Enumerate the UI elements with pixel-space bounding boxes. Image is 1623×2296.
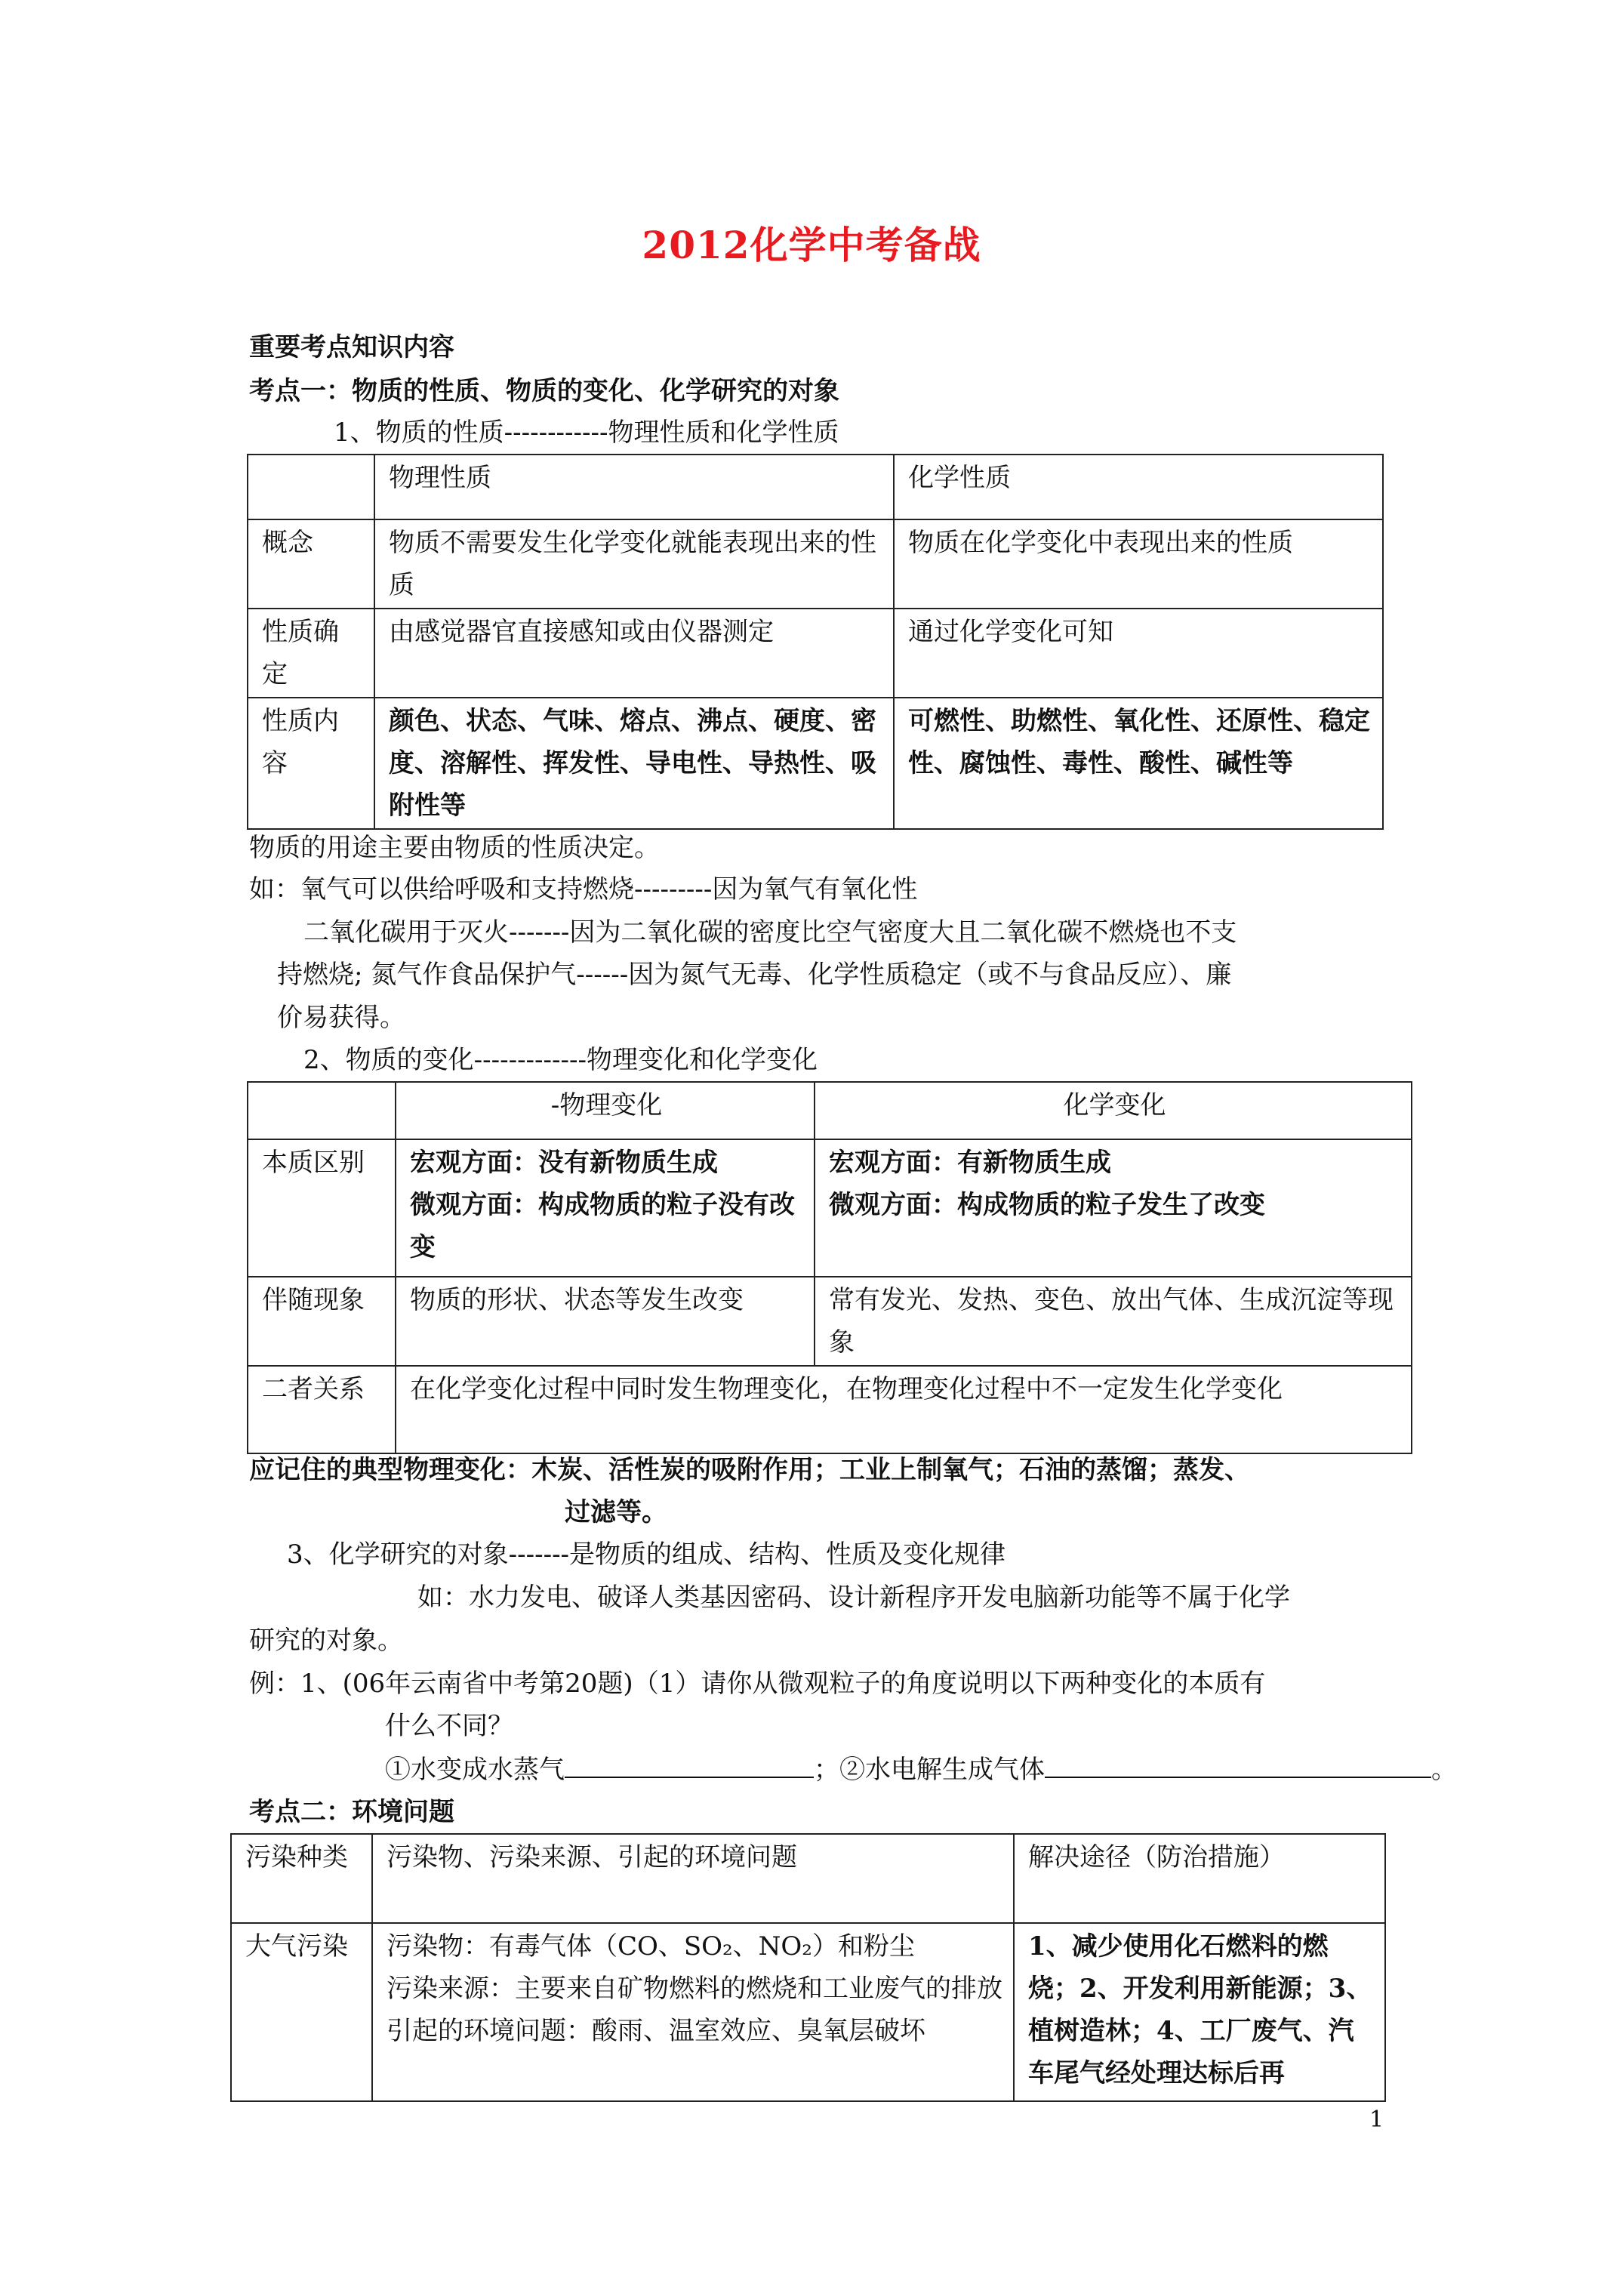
paragraph: 研究的对象。 bbox=[249, 1626, 403, 1656]
table-cell: 在化学变化过程中同时发生物理变化，在物理变化过程中不一定发生化学变化 bbox=[396, 1366, 1412, 1453]
answer-blank-1[interactable] bbox=[565, 1748, 814, 1778]
table-cell: 物质不需要发生化学变化就能表现出来的性质 bbox=[374, 519, 894, 609]
problem-line: 引起的环境问题：酸雨、温室效应、臭氧层破坏 bbox=[387, 2016, 925, 2046]
paragraph: 如：水力发电、破译人类基因密码、设计新程序开发电脑新功能等不属于化学 bbox=[417, 1583, 1290, 1613]
example-question: 什么不同？ bbox=[385, 1711, 513, 1741]
row-label: 性质内容 bbox=[248, 698, 374, 829]
macro-chemical: 宏观方面：有新物质生成 bbox=[829, 1148, 1111, 1178]
table-header-cell bbox=[248, 1082, 396, 1139]
table-header-cell: 污染种类 bbox=[231, 1834, 372, 1923]
paragraph: 应记住的典型物理变化：木炭、活性炭的吸附作用；工业上制氧气；石油的蒸馏；蒸发、 bbox=[249, 1455, 1250, 1485]
subsection-heading: 1、物质的性质------------物理性质和化学性质 bbox=[334, 418, 839, 448]
macro-physical: 宏观方面：没有新物质生成 bbox=[410, 1148, 718, 1178]
table-cell bbox=[372, 1923, 1014, 2101]
topic-heading: 考点一：物质的性质、物质的变化、化学研究的对象 bbox=[249, 376, 839, 406]
example-question: 例：1、(06年云南省中考第20题)（1）请你从微观粒子的角度说明以下两种变化的本质有 bbox=[249, 1669, 1266, 1699]
table-cell: 由感觉器官直接感知或由仪器测定 bbox=[374, 609, 894, 698]
table-header-cell: 化学变化 bbox=[815, 1082, 1412, 1139]
table-cell: 通过化学变化可知 bbox=[894, 609, 1383, 698]
paragraph: 二氧化碳用于灭火-------因为二氧化碳的密度比空气密度大且二氧化碳不燃烧也不支 bbox=[303, 917, 1237, 948]
table-header-cell bbox=[248, 455, 374, 519]
table-cell: 颜色、状态、气味、熔点、沸点、硬度、密度、溶解性、挥发性、导电性、导热性、吸附性等 bbox=[374, 698, 894, 829]
table-cell: 常有发光、发热、变色、放出气体、生成沉淀等现象 bbox=[815, 1277, 1412, 1366]
paragraph: 持燃烧; 氮气作食品保护气------因为氮气无毒、化学性质稳定（或不与食品反应）、廉 bbox=[277, 960, 1232, 990]
paragraph: 过滤等。 bbox=[565, 1497, 667, 1527]
row-label: 本质区别 bbox=[248, 1139, 396, 1277]
row-label: 二者关系 bbox=[248, 1366, 396, 1453]
table-header-cell: 解决途径（防治措施） bbox=[1014, 1834, 1385, 1923]
table-header-cell: 污染物、污染来源、引起的环境问题 bbox=[372, 1834, 1014, 1923]
answer-prompt-1: ①水变成水蒸气 bbox=[385, 1755, 565, 1785]
answer-line bbox=[385, 1748, 1457, 1791]
paragraph: 物质的用途主要由物质的性质决定。 bbox=[249, 833, 660, 863]
topic-heading: 考点二：环境问题 bbox=[249, 1797, 454, 1827]
table-header-cell: -物理变化 bbox=[396, 1082, 815, 1139]
section-heading: 重要考点知识内容 bbox=[249, 332, 454, 362]
answer-end: 。 bbox=[1431, 1755, 1457, 1785]
page-number: 1 bbox=[1369, 2106, 1384, 2133]
subsection-heading: 3、化学研究的对象-------是物质的组成、结构、性质及变化规律 bbox=[287, 1539, 1006, 1570]
row-label: 性质确定 bbox=[248, 609, 374, 698]
micro-physical: 微观方面：构成物质的粒子没有改变 bbox=[410, 1190, 795, 1262]
table-header-cell: 物理性质 bbox=[374, 455, 894, 519]
row-label: 伴随现象 bbox=[248, 1277, 396, 1366]
answer-blank-2[interactable] bbox=[1045, 1748, 1431, 1778]
source-line: 污染来源：主要来自矿物燃料的燃烧和工业废气的排放 bbox=[387, 1974, 1002, 2004]
changes-table bbox=[247, 1081, 1412, 1454]
table-header-cell: 化学性质 bbox=[894, 455, 1383, 519]
pollutants-line: 污染物：有毒气体（CO、SO₂、NO₂）和粉尘 bbox=[387, 1931, 915, 1962]
table-cell bbox=[815, 1139, 1412, 1277]
properties-table bbox=[247, 454, 1384, 830]
paragraph: 价易获得。 bbox=[277, 1003, 405, 1033]
row-label: 大气污染 bbox=[231, 1923, 372, 2101]
table-cell: 物质在化学变化中表现出来的性质 bbox=[894, 519, 1383, 609]
table-cell bbox=[396, 1139, 815, 1277]
answer-prompt-2: ；②水电解生成气体 bbox=[814, 1755, 1045, 1785]
table-cell: 可燃性、助燃性、氧化性、还原性、稳定性、腐蚀性、毒性、酸性、碱性等 bbox=[894, 698, 1383, 829]
paragraph: 如：氧气可以供给呼吸和支持燃烧---------因为氧气有氧化性 bbox=[249, 874, 918, 905]
table-cell: 物质的形状、状态等发生改变 bbox=[396, 1277, 815, 1366]
subsection-heading: 2、物质的变化-------------物理变化和化学变化 bbox=[303, 1045, 818, 1075]
table-cell: 1、减少使用化石燃料的燃烧；2、开发利用新能源；3、植树造林；4、工厂废气、汽车尾气经处理达标后再 bbox=[1014, 1923, 1385, 2101]
environment-table bbox=[230, 1833, 1386, 2102]
row-label: 概念 bbox=[248, 519, 374, 609]
document-title: 2012化学中考备战 bbox=[642, 223, 981, 267]
micro-chemical: 微观方面：构成物质的粒子发生了改变 bbox=[829, 1190, 1265, 1220]
